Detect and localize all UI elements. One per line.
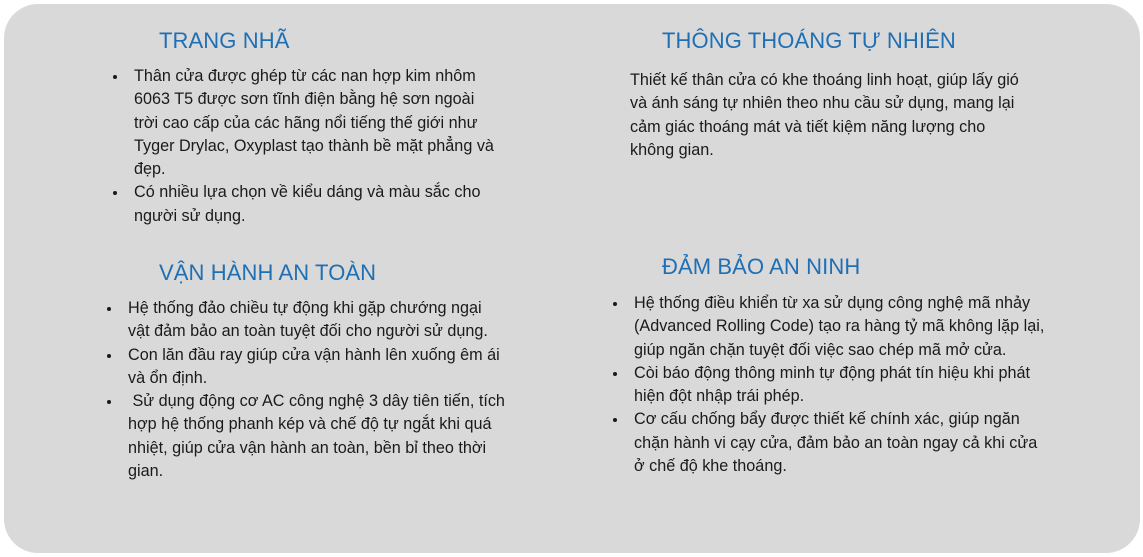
features-panel bbox=[4, 4, 1140, 553]
bullet-icon bbox=[113, 75, 117, 79]
section-safe-operation-list bbox=[106, 297, 510, 483]
list-item: Con lăn đầu ray giúp cửa vận hành lên xuống êm ái và ổn định. bbox=[106, 344, 506, 391]
bullet-icon bbox=[107, 354, 111, 358]
bullet-icon bbox=[107, 400, 111, 404]
section-security-list bbox=[612, 292, 1052, 478]
section-ventilation-title: THÔNG THOÁNG TỰ NHIÊN bbox=[662, 28, 956, 53]
section-security-title: ĐẢM BẢO AN NINH bbox=[662, 254, 861, 279]
list-item: Hệ thống đảo chiều tự động khi gặp chướng ngại vật đảm bảo an toàn tuyệt đối cho người sử dụng. bbox=[106, 297, 506, 344]
list-item: Còi báo động thông minh tự động phát tín hiệu khi phát hiện đột nhập trái phép. bbox=[612, 362, 1052, 409]
section-elegant-list bbox=[112, 65, 500, 228]
list-item: Hệ thống điều khiển từ xa sử dụng công nghệ mã nhảy (Advanced Rolling Code) tạo ra hàng tỷ mã không lặp lại, giúp ngăn chặn tuyệt đối việc sao chép mã mở cửa. bbox=[612, 292, 1052, 362]
section-ventilation-text: Thiết kế thân cửa có khe thoáng linh hoạt, giúp lấy gió và ánh sáng tự nhiên theo nhu cầu sử dụng, mang lại cảm giác thoáng mát và tiết kiệm năng lượng cho không gian. bbox=[630, 71, 1019, 159]
section-safe-operation-title: VẬN HÀNH AN TOÀN bbox=[159, 260, 377, 285]
list-item: Sử dụng động cơ AC công nghệ 3 dây tiên tiến, tích hợp hệ thống phanh kép và chế độ tự ngắt khi quá nhiệt, giúp cửa vận hành an toàn, bền bỉ theo thời gian. bbox=[106, 390, 506, 483]
list-item: Cơ cấu chống bẩy được thiết kế chính xác, giúp ngăn chặn hành vi cạy cửa, đảm bảo an toàn ngay cả khi cửa ở chế độ khe thoáng. bbox=[612, 408, 1052, 478]
bullet-icon bbox=[613, 372, 617, 376]
list-item: Có nhiều lựa chọn về kiểu dáng và màu sắc cho người sử dụng. bbox=[112, 181, 500, 228]
bullet-icon bbox=[613, 302, 617, 306]
section-elegant-title: TRANG NHÃ bbox=[159, 28, 290, 53]
bullet-icon bbox=[113, 191, 117, 195]
list-item: Thân cửa được ghép từ các nan hợp kim nhôm 6063 T5 được sơn tĩnh điện bằng hệ sơn ngoài trời cao cấp của các hãng nổi tiếng thế giới như Tyger Drylac, Oxyplast tạo thành bề mặt phẳng và đẹp. bbox=[112, 65, 500, 181]
bullet-icon bbox=[107, 307, 111, 311]
bullet-icon bbox=[613, 418, 617, 422]
